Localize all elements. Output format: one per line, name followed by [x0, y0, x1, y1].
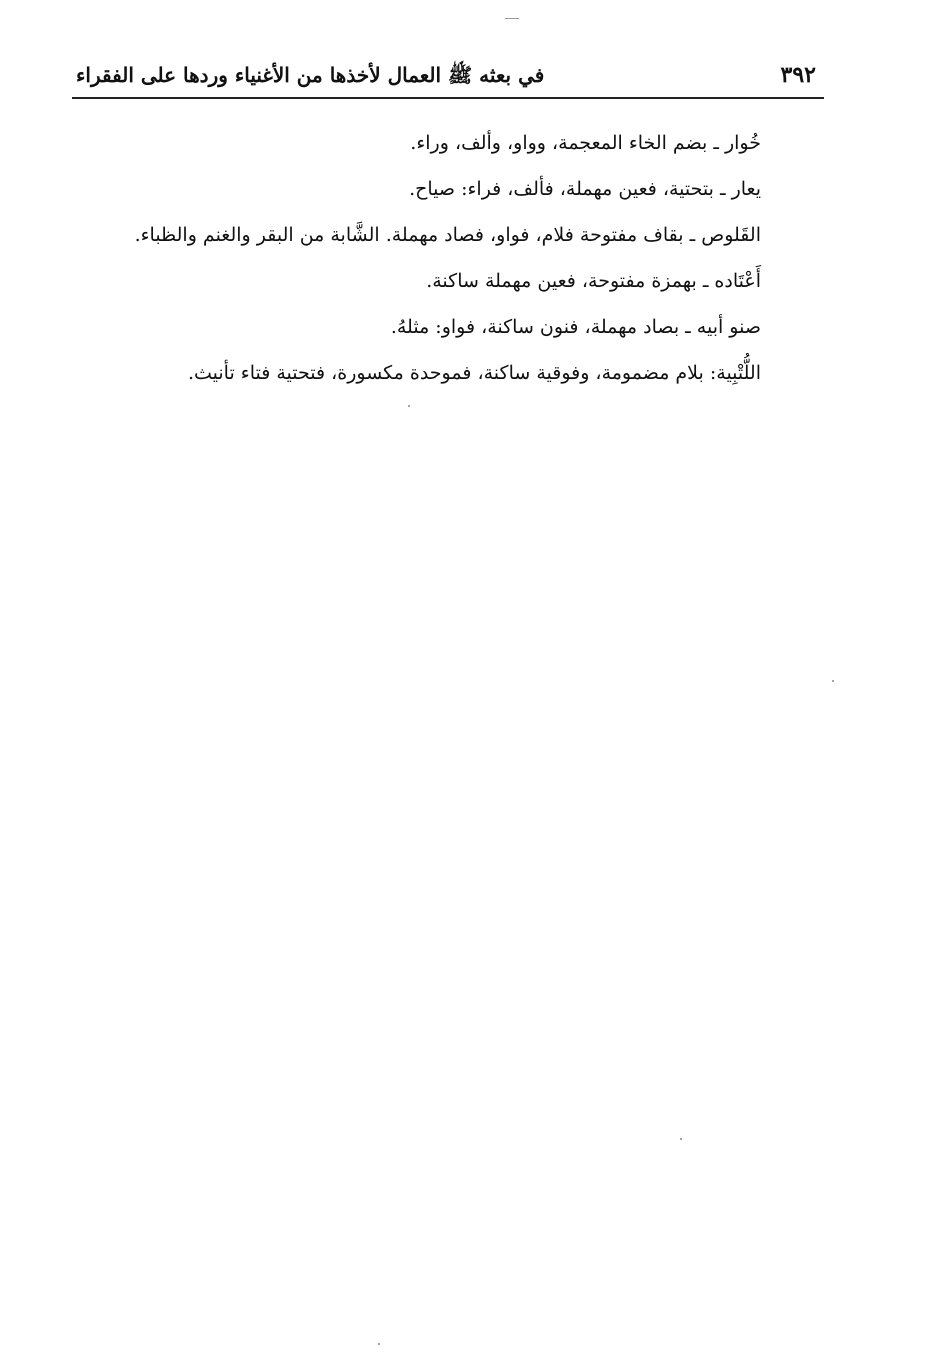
scan-mark	[505, 18, 519, 19]
page-number: ٣٩٢	[780, 62, 816, 88]
glossary-entry: أَعْتَاده ـ بهمزة مفتوحة، فعين مهملة ساكنة.	[426, 270, 761, 292]
glossary-entry: خُوار ـ بضم الخاء المعجمة، وواو، وألف، وراء.	[410, 132, 761, 154]
glossary-list	[121, 120, 761, 396]
scan-speck	[408, 405, 410, 407]
page-header	[72, 56, 824, 96]
glossary-entry: يعار ـ بتحتية، فعين مهملة، فألف، فراء: صياح.	[409, 178, 761, 200]
scan-speck	[832, 680, 834, 682]
scan-speck	[378, 1343, 380, 1345]
glossary-entry: القَلوص ـ بقاف مفتوحة فلام، فواو، فصاد مهملة. الشَّابة من البقر والغنم والظباء.	[134, 224, 761, 246]
glossary-entry: صنو أبيه ـ بصاد مهملة، فنون ساكنة، فواو: مثلهُ.	[390, 316, 761, 338]
scan-speck	[680, 1138, 682, 1140]
running-title: في بعثه ﷺ العمال لأخذها من الأغنياء وردها على الفقراء	[76, 63, 545, 87]
glossary-entry: اللُّتْبِية: بلام مضمومة، وفوقية ساكنة، فموحدة مكسورة، فتحتية فتاء تأنيث.	[187, 362, 761, 384]
header-rule	[72, 97, 824, 99]
